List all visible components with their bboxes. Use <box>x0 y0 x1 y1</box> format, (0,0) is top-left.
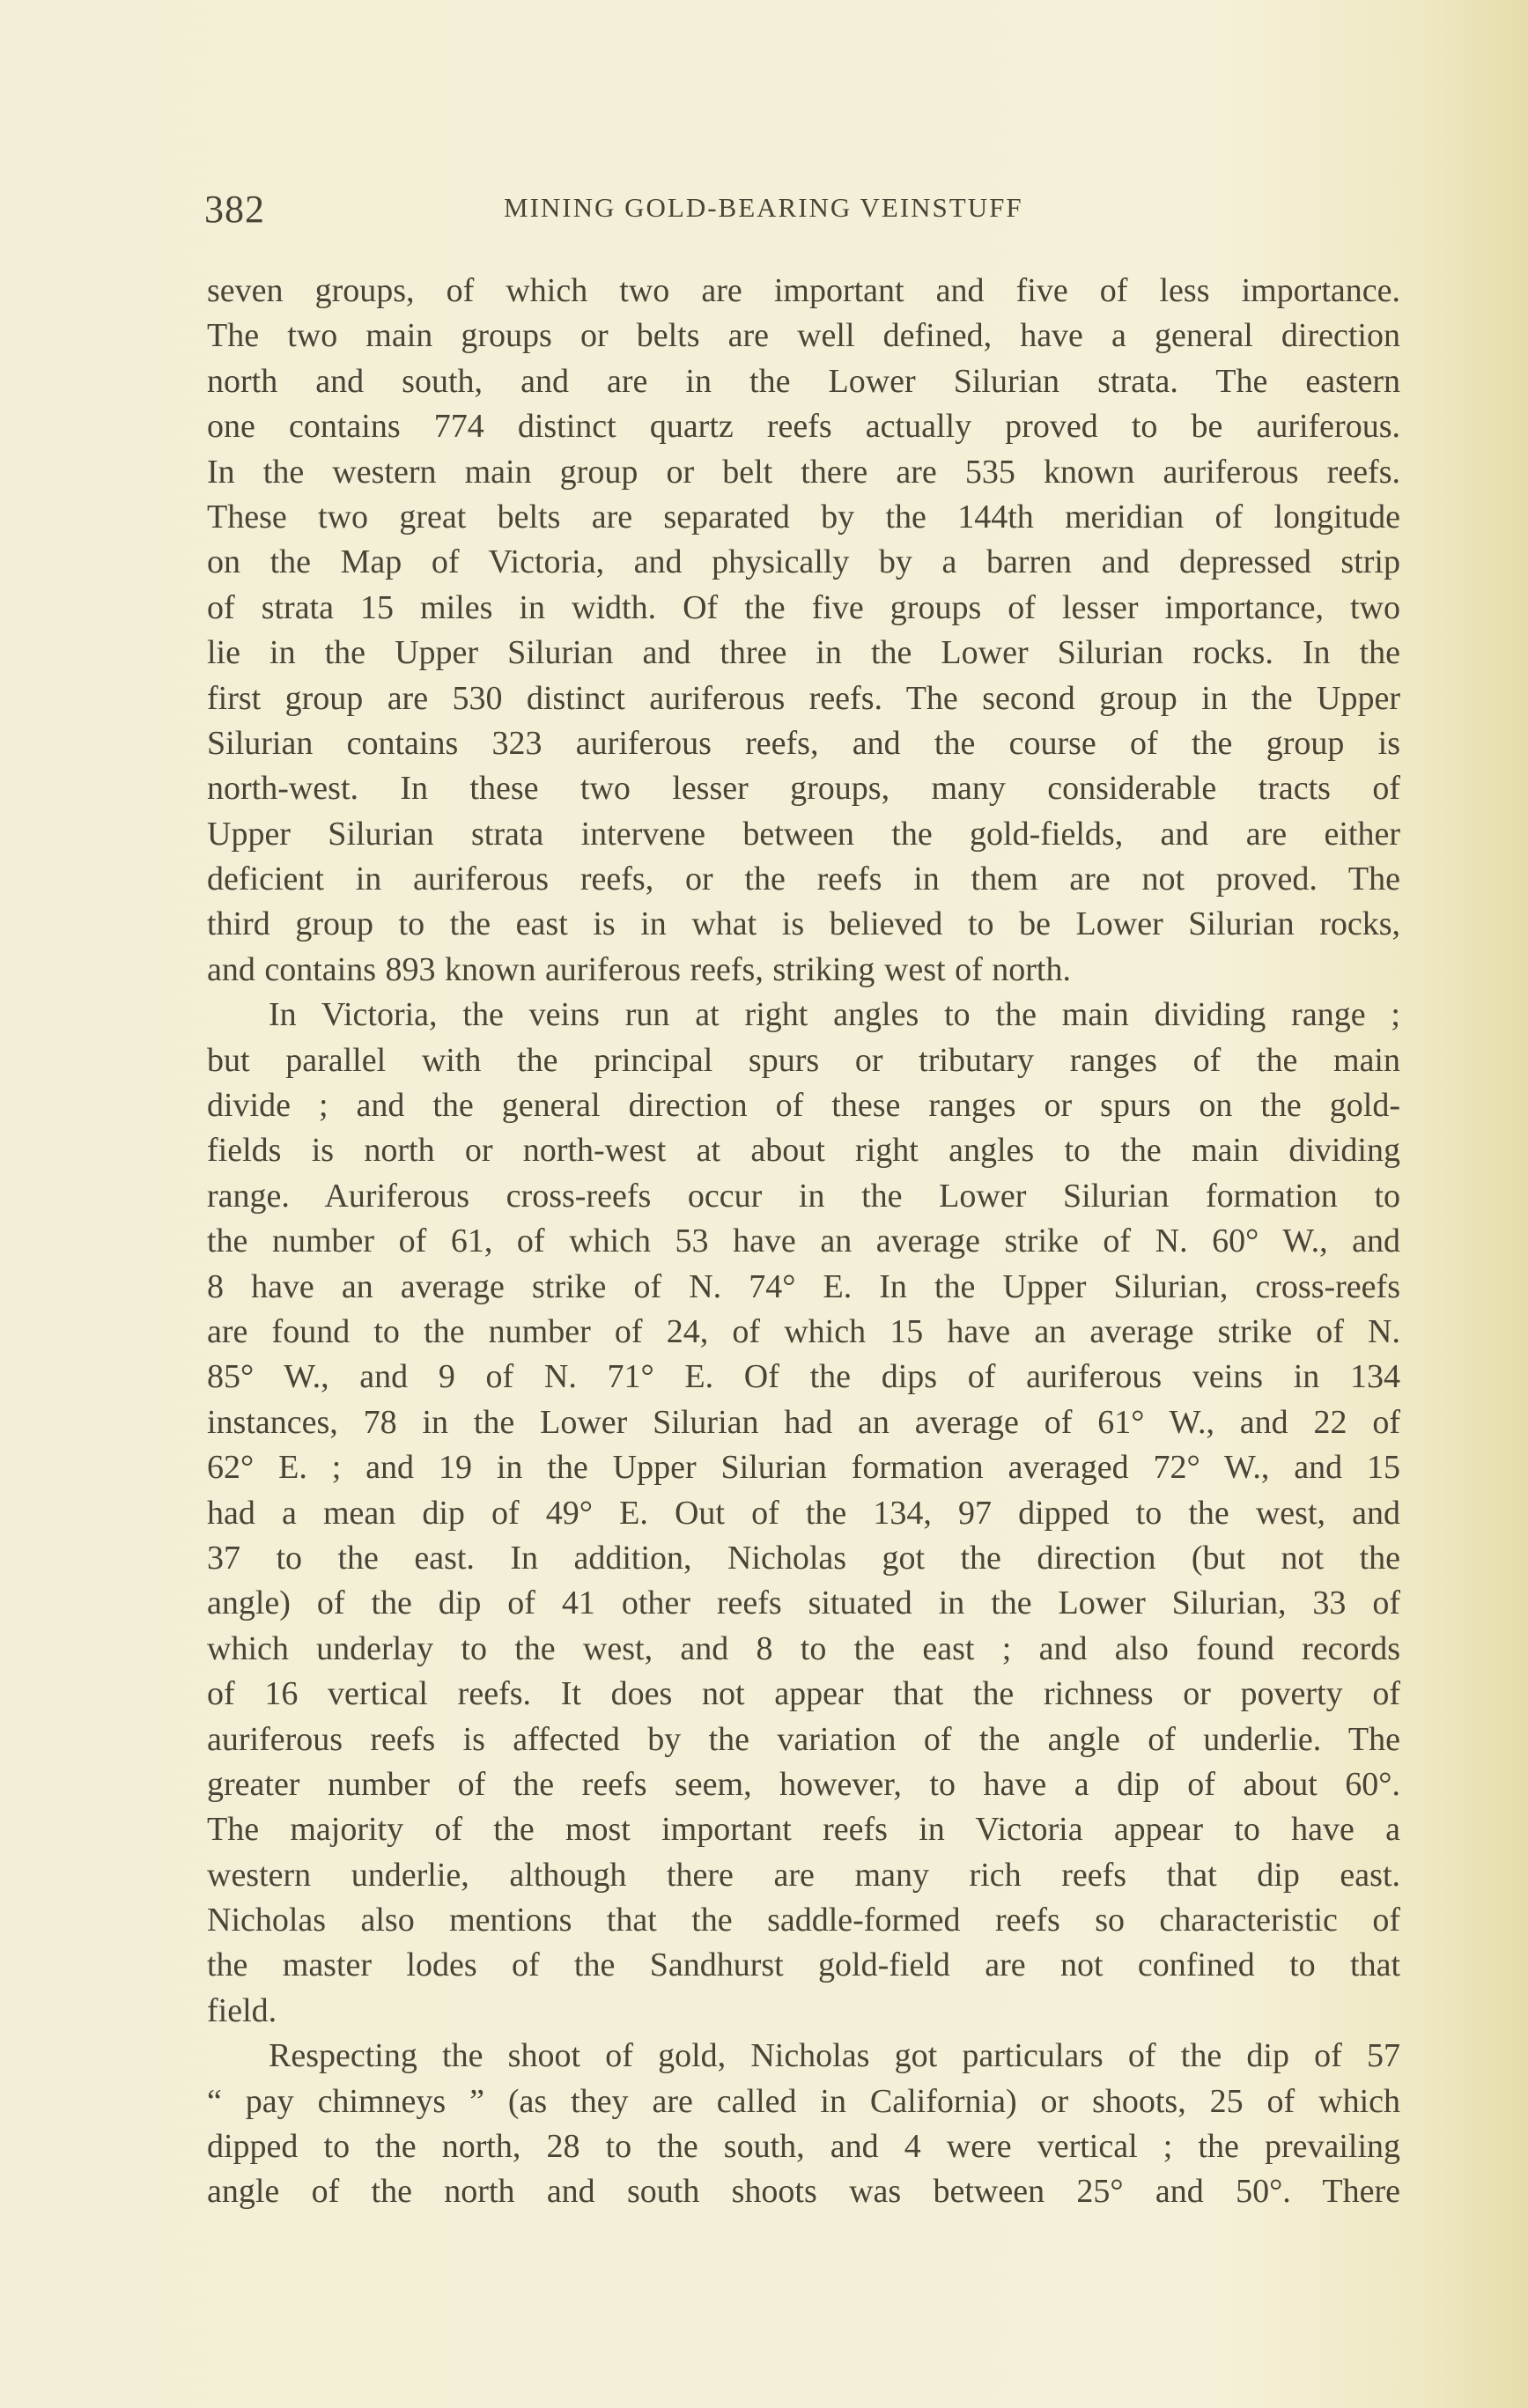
running-title: MINING GOLD-BEARING VEINSTUFF <box>504 192 1023 223</box>
text-line: These two great belts are separated by the 144th meridian of longitude <box>207 498 1400 536</box>
text-line: The majority of the most important reefs in Victoria appear to have a <box>207 1811 1400 1849</box>
text-line: 62° E. ; and 19 in the Upper Silurian formation averaged 72° W., and 15 <box>207 1449 1400 1487</box>
text-line: one contains 774 distinct quartz reefs actually proved to be auriferous. <box>207 408 1400 446</box>
paragraph <box>207 2034 1400 2215</box>
text-line: Respecting the shoot of gold, Nicholas got particulars of the dip of 57 <box>269 2037 1400 2075</box>
text-line: had a mean dip of 49° E. Out of the 134, 97 dipped to the west, and <box>207 1494 1400 1532</box>
paragraph <box>207 993 1400 2034</box>
text-line: are found to the number of 24, of which 15 have an average strike of N. <box>207 1312 1400 1350</box>
text-line: of 16 vertical reefs. It does not appear that the richness or poverty of <box>207 1675 1400 1713</box>
text-line: 85° W., and 9 of N. 71° E. Of the dips of auriferous veins in 134 <box>207 1358 1400 1396</box>
text-line: angle) of the dip of 41 other reefs situated in the Lower Silurian, 33 of <box>207 1584 1400 1622</box>
text-line: third group to the east is in what is believed to be Lower Silurian rocks, <box>207 905 1400 943</box>
text-line: “ pay chimneys ” (as they are called in California) or shoots, 25 of which <box>207 2082 1400 2120</box>
text-line: Nicholas also mentions that the saddle-formed reefs so characteristic of <box>207 1902 1400 1939</box>
text-line: north and south, and are in the Lower Silurian strata. The eastern <box>207 362 1400 400</box>
text-line: range. Auriferous cross-reefs occur in the Lower Silurian formation to <box>207 1177 1400 1215</box>
text-line: dipped to the north, 28 to the south, and 4 were vertical ; the prevailing <box>207 2128 1400 2166</box>
text-line: on the Map of Victoria, and physically by a barren and depressed strip <box>207 543 1400 581</box>
text-line: 37 to the east. In addition, Nicholas got the direction (but not the <box>207 1539 1400 1577</box>
text-line: the number of 61, of which 53 have an average strike of N. 60° W., and <box>207 1222 1400 1260</box>
text-line: In Victoria, the veins run at right angles to the main dividing range ; <box>269 996 1400 1034</box>
text-line: seven groups, of which two are important and five of less importance. <box>207 272 1400 309</box>
text-line: angle of the north and south shoots was between 25° and 50°. There <box>207 2173 1400 2211</box>
text-line: and contains 893 known auriferous reefs, striking west of north. <box>207 950 1071 988</box>
text-line: auriferous reefs is affected by the variation of the angle of underlie. The <box>207 1720 1400 1758</box>
text-line: which underlay to the west, and 8 to the east ; and also found records <box>207 1629 1400 1667</box>
text-line: but parallel with the principal spurs or tributary ranges of the main <box>207 1041 1400 1079</box>
text-line: greater number of the reefs seem, however, to have a dip of about 60°. <box>207 1765 1400 1803</box>
text-line: fields is north or north-west at about right angles to the main dividing <box>207 1132 1400 1170</box>
text-line: 8 have an average strike of N. 74° E. In the Upper Silurian, cross-reefs <box>207 1267 1400 1305</box>
text-line: western underlie, although there are many rich reefs that dip east. <box>207 1856 1400 1894</box>
text-line: the master lodes of the Sandhurst gold-field are not confined to that <box>207 1946 1400 1984</box>
text-line: deficient in auriferous reefs, or the reefs in them are not proved. The <box>207 861 1400 898</box>
text-line: north-west. In these two lesser groups, many considerable tracts of <box>207 770 1400 808</box>
paragraph <box>207 269 1400 993</box>
text-line: instances, 78 in the Lower Silurian had an average of 61° W., and 22 of <box>207 1403 1400 1441</box>
text-line: In the western main group or belt there are 535 known auriferous reefs. <box>207 453 1400 491</box>
text-line: field. <box>207 1991 277 2029</box>
text-line: first group are 530 distinct auriferous reefs. The second group in the Upper <box>207 679 1400 717</box>
text-line: of strata 15 miles in width. Of the five groups of lesser importance, two <box>207 588 1400 626</box>
text-line: Silurian contains 323 auriferous reefs, and the course of the group is <box>207 724 1400 762</box>
text-line: Upper Silurian strata intervene between the gold-fields, and are either <box>207 815 1400 853</box>
text-line: The two main groups or belts are well defined, have a general direction <box>207 317 1400 355</box>
page-number: 382 <box>204 188 265 231</box>
text-line: lie in the Upper Silurian and three in the Lower Silurian rocks. In the <box>207 634 1400 672</box>
text-line: divide ; and the general direction of these ranges or spurs on the gold- <box>207 1087 1400 1125</box>
body-text <box>207 269 1400 2215</box>
page-header <box>204 187 1402 236</box>
